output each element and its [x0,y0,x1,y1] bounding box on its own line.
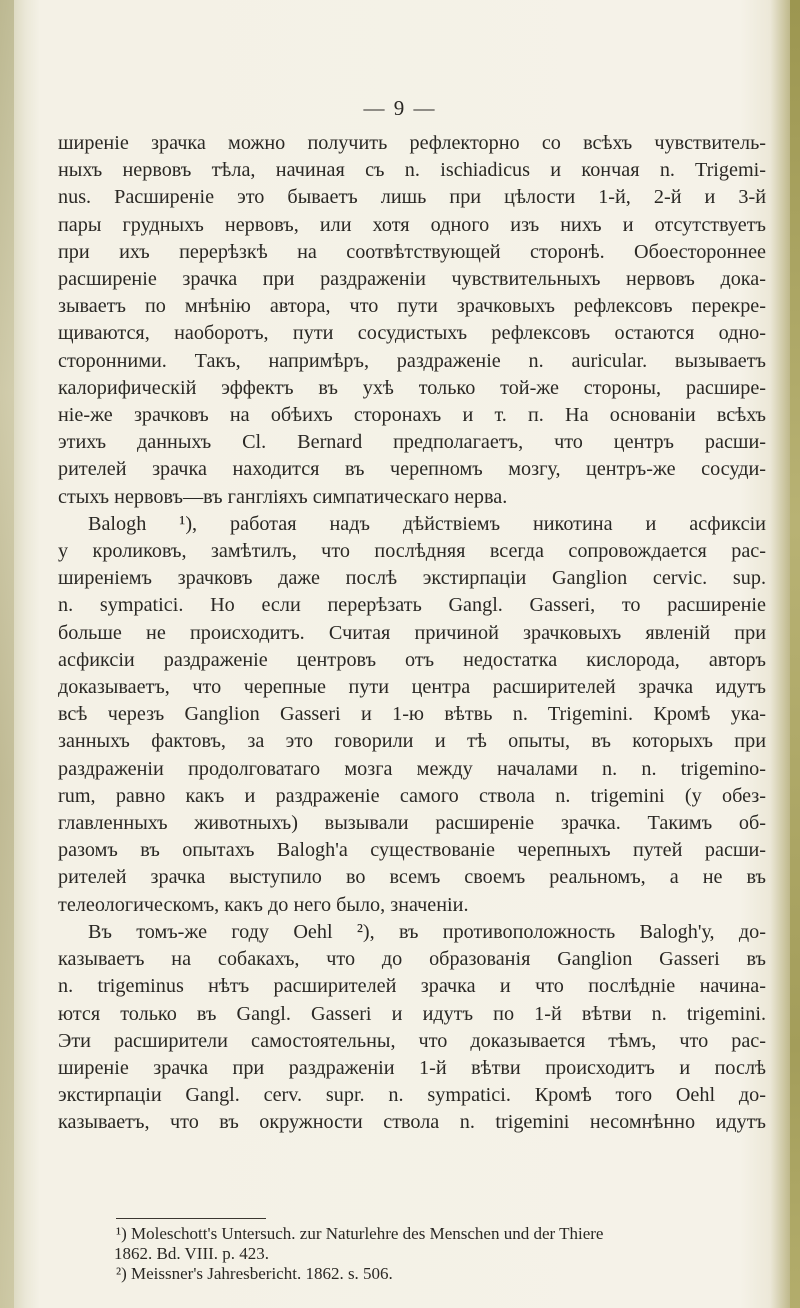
text-line: всѣ черезъ Ganglion Gasseri и 1-ю вѣтвь n. Trigemini. Кромѣ ука- [58,703,766,726]
text-line: занныхъ фактовъ, за это говорили и тѣ опыты, въ которыхъ при [58,730,766,753]
footnote-divider [116,1218,266,1219]
page-spine-shadow [0,0,14,1308]
text-line: расширеніе зрачка при раздраженіи чувствительныхъ нервовъ дока- [58,268,766,291]
text-line: ніе-же зрачковъ на обѣихъ сторонахъ и т. п. На основаніи всѣхъ [58,404,766,427]
footnote-2: ²) Meissner's Jahresbericht. 1862. s. 506. [116,1264,393,1283]
text-line: Balogh ¹), работая надъ дѣйствіемъ никотина и асфиксіи [88,512,766,535]
text-line: разомъ въ опытахъ Balogh'а существованіе черепныхъ путей расши- [58,839,766,862]
text-line: телеологическомъ, какъ до него было, значеніи. [58,893,469,916]
footnote-1: ¹) Moleschott's Untersuch. zur Naturlehre des Menschen und der Thiere [116,1224,604,1243]
text-line: сторонними. Такъ, напримѣръ, раздраженіе n. auricular. вызываетъ [58,349,766,372]
text-line: n. trigeminus нѣтъ расширителей зрачка и что послѣдніе начина- [58,975,766,998]
text-line: пары грудныхъ нервовъ, или хотя одного изъ нихъ и отсутствуетъ [58,213,766,236]
text-line: при ихъ перерѣзкѣ на соотвѣтствующей сторонѣ. Обоестороннее [58,240,766,263]
text-line: стыхъ нервовъ—въ гангліяхъ симпатическаго нерва. [58,485,508,508]
text-line: казываетъ на собакахъ, что до образованія Ganglion Gasseri въ [58,948,766,971]
text-line: главленныхъ животныхъ) вызывали расширеніе зрачка. Такимъ об- [58,812,766,835]
text-line: больше не происходитъ. Считая причиной зрачковыхъ явленій при [58,621,766,644]
text-line: Эти расширители самостоятельны, что доказывается тѣмъ, что рас- [58,1029,766,1052]
text-line: Въ томъ-же году Oehl ²), въ противоположность Balogh'у, до- [88,920,766,943]
text-line: ширеніе зрачка можно получить рефлекторно со всѣхъ чувствитель- [58,132,766,154]
text-line: у кроликовъ, замѣтилъ, что послѣдняя всегда сопровождается рас- [58,540,766,563]
footnote-1-continuation: 1862. Bd. VIII. p. 423. [114,1244,270,1263]
text-line: рителей зрачка выступило во всемъ своемъ реальномъ, а не въ [58,866,766,889]
text-line: доказываетъ, что черепные пути центра расширителей зрачка идутъ [58,676,766,699]
footnotes [116,1224,776,1284]
text-line: экстирпаціи Gangl. cerv. supr. n. sympatici. Кромѣ того Oehl до- [58,1084,766,1107]
page-edge [790,0,800,1308]
text-line: асфиксіи раздраженіе центровъ отъ недостатка кислорода, авторъ [58,648,766,671]
text-line: n. sympatici. Но если перерѣзать Gangl. Gasseri, то расширеніе [58,594,766,617]
text-line: калорифическій эффектъ въ ухѣ только той-же стороны, расшире- [58,376,766,399]
text-line: nus. Расширеніе это бываетъ лишь при цѣлости 1-й, 2-й и 3-й [58,186,766,209]
text-line: раздраженіи продолговатаго мозга между началами n. n. trigemino- [58,757,766,780]
text-line: щиваются, наоборотъ, пути сосудистыхъ рефлексовъ остаются одно- [58,322,766,345]
text-line: ширеніемъ зрачковъ даже послѣ экстирпаціи Ganglion cervic. sup. [58,567,766,590]
text-line: rum, равно какъ и раздраженіе самого ствола n. trigemini (у обез- [58,784,766,807]
page-number: — 9 — [363,96,437,120]
text-line: этихъ данныхъ Cl. Bernard предполагаетъ, что центръ расши- [58,431,766,454]
body-text [58,130,766,1137]
text-line: ширеніе зрачка при раздраженіи 1-й вѣтви происходитъ и послѣ [58,1056,766,1079]
text-line: ныхъ нервовъ тѣла, начиная съ n. ischiadicus и кончая n. Trigemi- [58,159,766,182]
text-line: казываетъ, что въ окружности ствола n. trigemini несомнѣнно идутъ [58,1111,766,1134]
text-line: ются только въ Gangl. Gasseri и идутъ по 1-й вѣтви n. trigemini. [58,1002,766,1025]
text-line: зываетъ по мнѣнію автора, что пути зрачковыхъ рефлексовъ перекре- [58,295,766,318]
text-line: рителей зрачка находится въ черепномъ мозгу, центръ-же сосуди- [58,458,766,481]
